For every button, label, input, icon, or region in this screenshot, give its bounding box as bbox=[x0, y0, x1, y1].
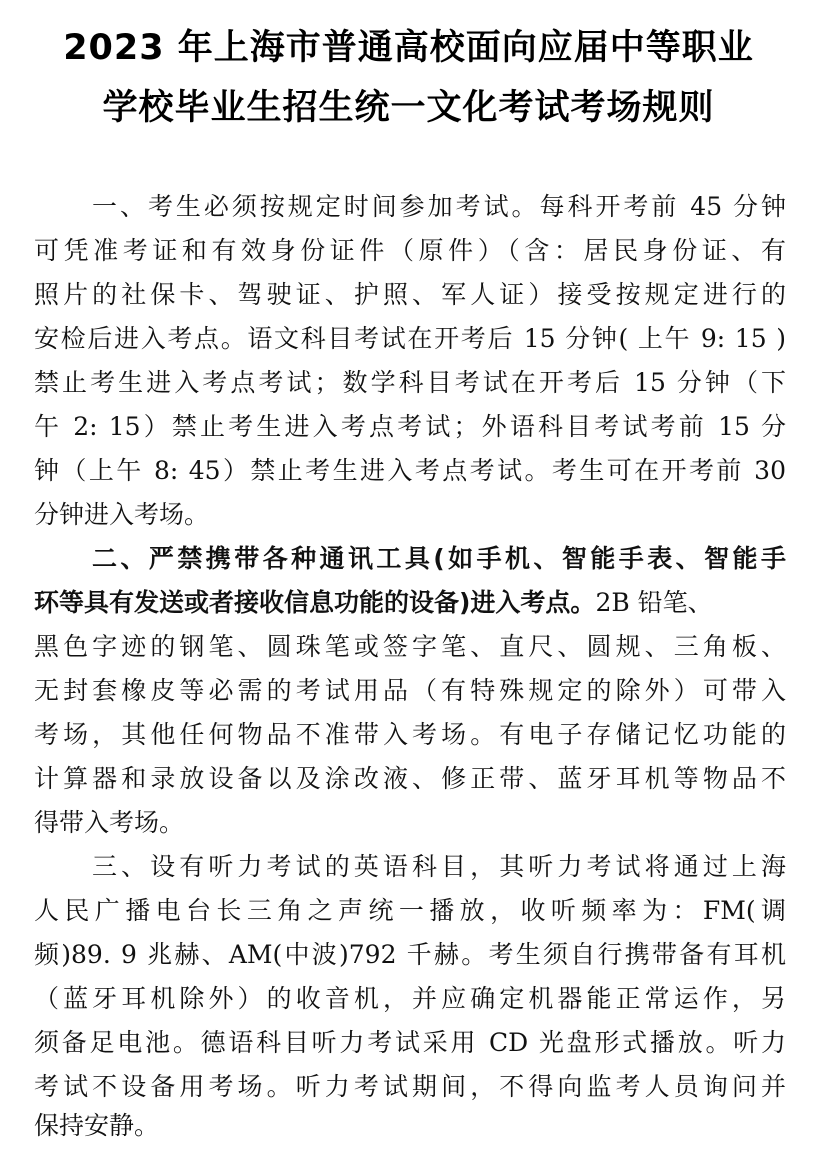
paragraph-3-line: 考试不设备用考场。听力考试期间，不得向监考人员询问并 bbox=[34, 1072, 786, 1101]
paragraph-1-line: 禁止考生进入考点考试；数学科目考试在开考后 15 分钟（下 bbox=[34, 368, 786, 397]
paragraph-3-line: 三、设有听力考试的英语科目，其听力考试将通过上海 bbox=[92, 852, 786, 881]
paragraph-3-line: 保持安静。 bbox=[34, 1111, 160, 1140]
paragraph-1-line: 一、考生必须按规定时间参加考试。每科开考前 45 分钟 bbox=[92, 192, 786, 221]
paragraph-3-line: 须备足电池。德语科目听力考试采用 CD 光盘形式播放。听力 bbox=[34, 1028, 786, 1057]
paragraph-2-line: 计算器和录放设备以及涂改液、修正带、蓝牙耳机等物品不 bbox=[34, 764, 786, 793]
paragraph-2-bold-line: 环等具有发送或者接收信息功能的设备)进入考点。 bbox=[34, 588, 596, 617]
paragraph-1-line: 午 2: 15）禁止考生进入考点考试；外语科目考试考前 15 分 bbox=[34, 412, 786, 441]
paragraph-2-line: 无封套橡皮等必需的考试用品（有特殊规定的除外）可带入 bbox=[34, 676, 786, 705]
document-title-line-1: 2023 年上海市普通高校面向应届中等职业 bbox=[63, 28, 754, 68]
paragraph-2-line: 得带入考场。 bbox=[34, 808, 185, 837]
paragraph-2-line: 2B 铅笔、 bbox=[595, 588, 713, 617]
paragraph-2-bold-line: 二、严禁携带各种通讯工具(如手机、智能手表、智能手 bbox=[92, 544, 786, 573]
paragraph-3-line: 人民广播电台长三角之声统一播放，收听频率为：FM(调 bbox=[34, 896, 786, 925]
paragraph-1-line: 安检后进入考点。语文科目考试在开考后 15 分钟( 上午 9: 15 ) bbox=[34, 324, 786, 353]
paragraph-3-line: 频)89. 9 兆赫、AM(中波)792 千赫。考生须自行携带备有耳机 bbox=[34, 940, 786, 969]
paragraph-1-line: 照片的社保卡、驾驶证、护照、军人证）接受按规定进行的 bbox=[34, 280, 786, 309]
paragraph-1-line: 可凭准考证和有效身份证件（原件）（含：居民身份证、有 bbox=[34, 236, 786, 265]
paragraph-3-line: （蓝牙耳机除外）的收音机，并应确定机器能正常运作，另 bbox=[34, 984, 786, 1013]
paragraph-1-line: 分钟进入考场。 bbox=[34, 500, 210, 529]
paragraph-2-mixed-line bbox=[34, 587, 786, 619]
paragraph-2-line: 考场，其他任何物品不准带入考场。有电子存储记忆功能的 bbox=[34, 720, 786, 749]
paragraph-1-line: 钟（上午 8: 45）禁止考生进入考点考试。考生可在开考前 30 bbox=[34, 456, 786, 485]
document-title-line-2: 学校毕业生招生统一文化考试考场规则 bbox=[102, 88, 715, 128]
paragraph-2-line: 黑色字迹的钢笔、圆珠笔或签字笔、直尺、圆规、三角板、 bbox=[34, 632, 786, 661]
